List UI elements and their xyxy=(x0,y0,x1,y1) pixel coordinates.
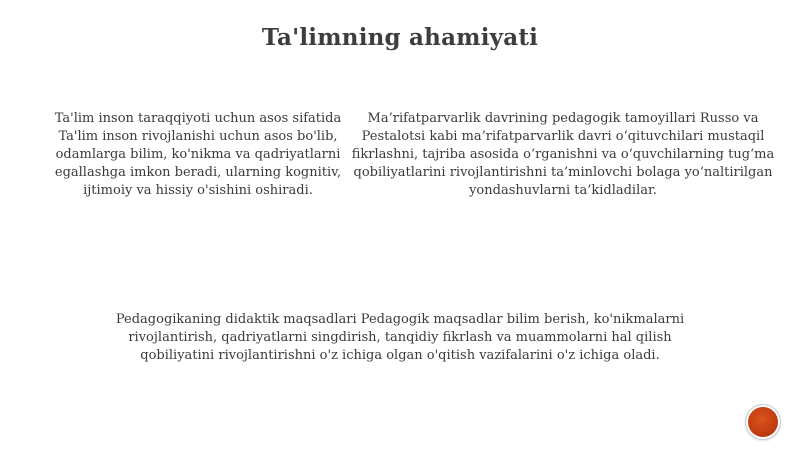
text-block-enlightenment-principles: Ma’rifatparvarlik davrining pedagogik tamoyillari Russo va Pestalotsi kabi ma’rifatparvarlik davri o‘qituvchilari mustaqil fikrlashni, tajriba asosida o‘rganishni va o‘quvchilarning tug‘ma qobiliyatlarini rivojlantirishni ta’minlovchi bolaga yo‘naltirilgan yondashuvlarni ta’kidladilar. xyxy=(351,111,775,198)
slide-title: Ta'limning ahamiyati xyxy=(261,24,539,51)
circle-button-icon[interactable] xyxy=(748,407,778,437)
text-block-education-foundation: Ta'lim inson taraqqiyoti uchun asos sifatida Ta'lim inson rivojlanishi uchun asos bo'lib, odamlarga bilim, ko'nikma va qadriyatlarni egallashga imkon beradi, ularning kognitiv, ijtimoiy va hissiy o'sishini oshiradi. xyxy=(54,111,342,198)
text-block-didactic-goals: Pedagogikaning didaktik maqsadlari Pedagogik maqsadlar bilim berish, ko'nikmalarni rivojlantirish, qadriyatlarni singdirish, tanqidiy fikrlash va muammolarni hal qilish qobiliyatini rivojlantirishni o'z ichiga olgan o'qitish vazifalarini o'z ichiga oladi. xyxy=(115,312,685,363)
